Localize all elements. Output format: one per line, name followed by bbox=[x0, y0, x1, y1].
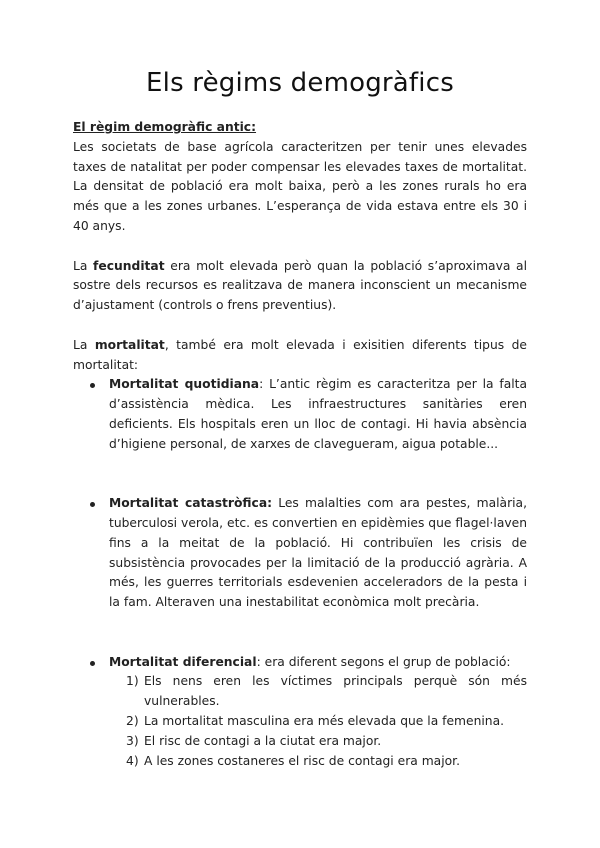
sub-list-item: 2) La mortalitat masculina era més elevada que la femenina. bbox=[126, 713, 505, 728]
mortality-types-list bbox=[73, 375, 527, 771]
list-item: Mortalitat catastròfica: Les malalties com ara pestes, malària, tuberculosi verola, etc. es convertien en epidèmies que flagel·laven fins a la meitat de la població. Hi contribuïen les crisis de subsistència provocades per la limitació de la producció agrària. A més, les guerres territorials esdevenien acceleradors de la pesta i la fam. Alteraven una inestabilitat econòmica molt precària. bbox=[73, 494, 527, 613]
differential-mortality-list bbox=[109, 672, 527, 771]
intro-paragraph: Les societats de base agrícola caracteritzen per tenir unes elevades taxes de natalitat per poder compensar les elevades taxes de mortalitat. La densitat de població era molt baixa, però a les zones rurals ho era més que a les zones urbanes. L’esperança de vida estava entre els 30 i 40 anys. bbox=[73, 139, 527, 233]
page-title: Els règims demogràfics bbox=[146, 68, 454, 98]
document-body bbox=[73, 118, 527, 771]
bullet-term: Mortalitat catastròfica: bbox=[109, 496, 273, 511]
fecunditat-paragraph: La fecunditat era molt elevada però quan la població s’aproximava al sostre dels recursos es realitzava de manera inconscient un mecanisme d’ajustament (controls o frens preventius). bbox=[73, 258, 528, 313]
list-item: Mortalitat quotidiana: L’antic règim es caracteritza per la falta d’assistència mèdica. Les infraestructures sanitàries eren deficients. Els hospitals eren un lloc de contagi. Hi havia absència d’higiene personal, de xarxes de clavegueram, aigua potable... bbox=[73, 375, 527, 454]
mortalitat-paragraph: La mortalitat, també era molt elevada i exisitien diferents tipus de mortalitat: bbox=[73, 337, 527, 372]
list-item: Mortalitat diferencial: era diferent segons el grup de població: 1) Els nens eren les víctimes principals perquè són més vulnerables. 2) La mortalitat masculina era més elevada que la femenina. 3) El risc de contagi a la ciutat era major. 4) A les zones costaneres el risc de contagi era major. bbox=[73, 653, 527, 772]
sub-list-item: 1) Els nens eren les víctimes principals perquè són més vulnerables. bbox=[126, 674, 527, 709]
sub-list-item: 4) A les zones costaneres el risc de contagi era major. bbox=[126, 753, 460, 768]
bullet-term: Mortalitat diferencial bbox=[109, 654, 257, 669]
section-heading: El règim demogràfic antic: bbox=[73, 120, 257, 134]
sub-list-item: 3) El risc de contagi a la ciutat era major. bbox=[126, 733, 382, 748]
bullet-term: Mortalitat quotidiana bbox=[109, 377, 260, 392]
fecunditat-term: fecunditat bbox=[93, 258, 165, 273]
mortalitat-term: mortalitat bbox=[94, 337, 165, 352]
